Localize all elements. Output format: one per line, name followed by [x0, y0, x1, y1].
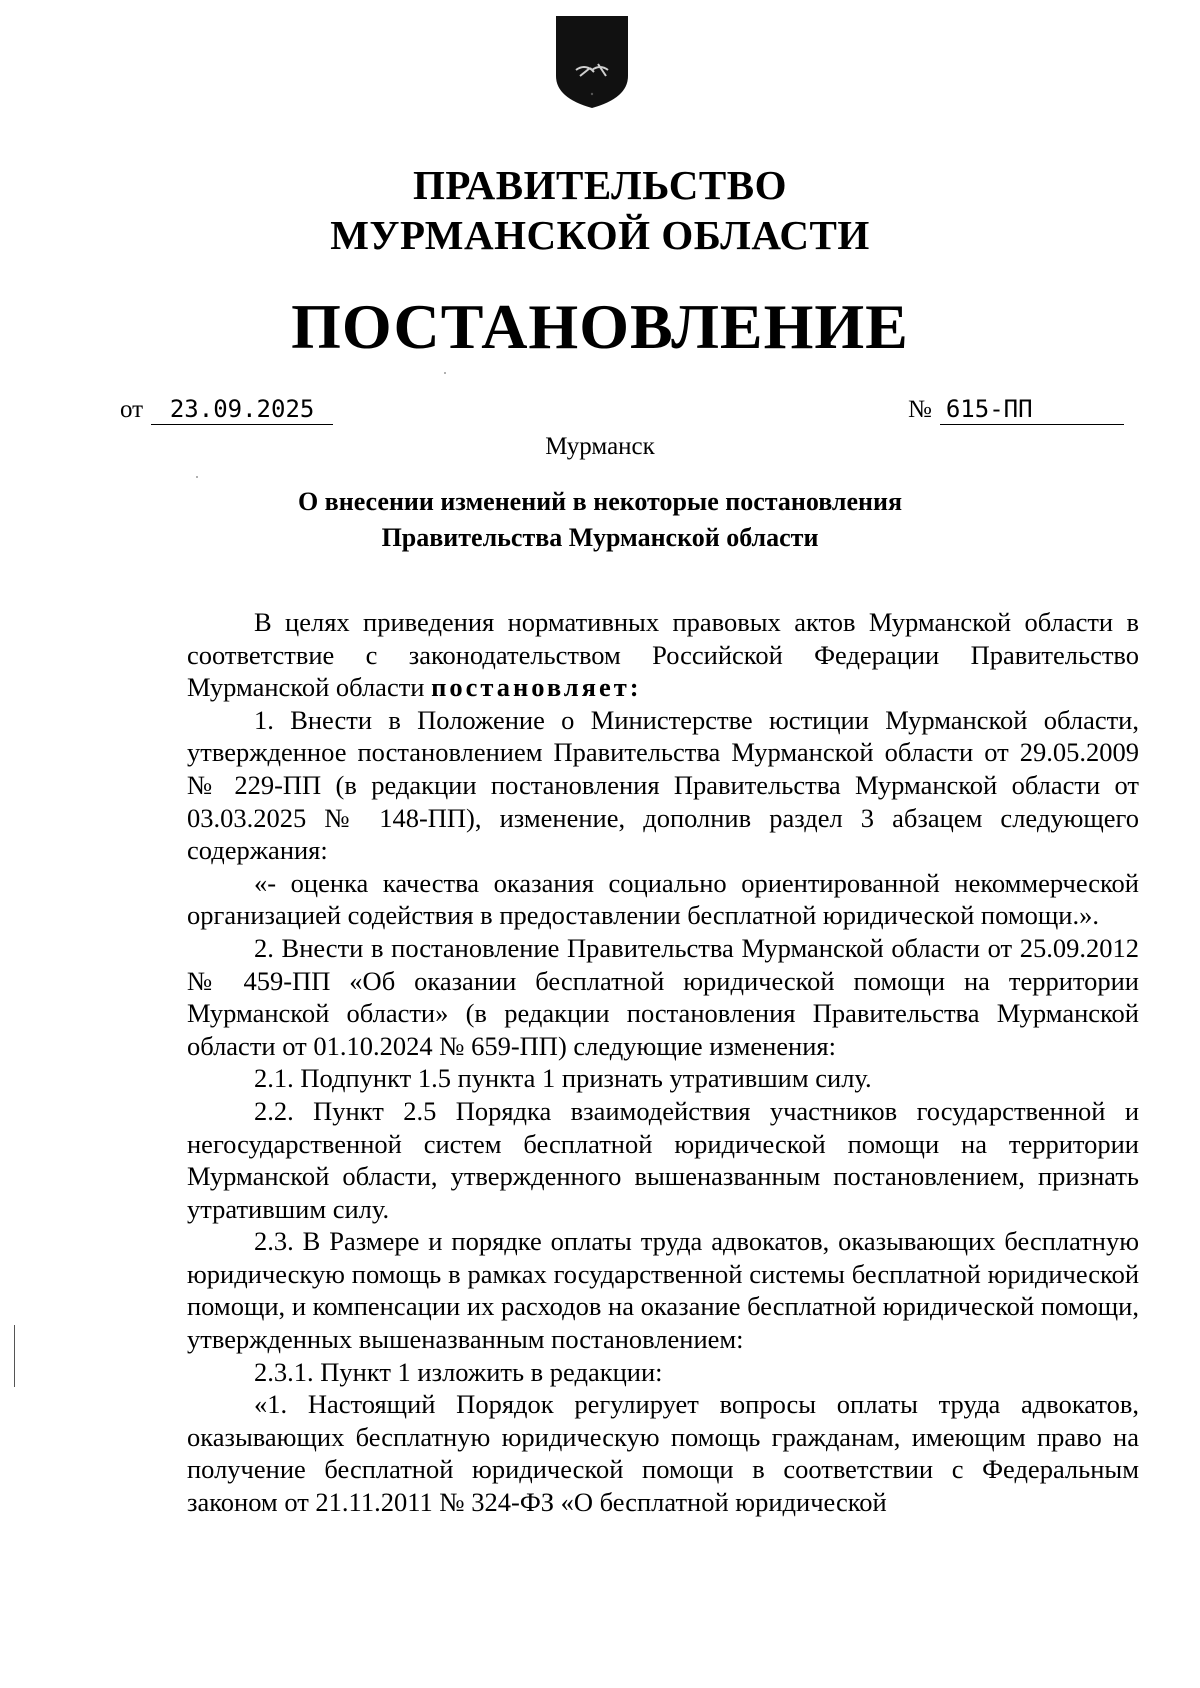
subject-line1: О внесении изменений в некоторые постановления — [297, 487, 903, 516]
paragraph-2-3-1-quote: «1. Настоящий Порядок регулирует вопросы оплаты труда адвокатов, оказывающих бесплатную юридическую помощь гражданам, имеющим право на получение бесплатной юридической помощи в соответствии с Федеральным законом от 21.11.2011 № 324-ФЗ «О бесплатной юридической — [187, 1389, 1139, 1518]
document-subject — [0, 484, 1200, 556]
date-line — [120, 394, 333, 425]
intro-text: В целях приведения нормативных правовых актов Мурманской области в соответствие с законодательством Российской Федерации Правительство Мурманской области — [187, 607, 1139, 703]
paragraph-2-3-1: 2.3.1. Пункт 1 изложить в редакции: — [254, 1356, 663, 1387]
city: Мурманск — [545, 433, 655, 460]
government-title-line1: ПРАВИТЕЛЬСТВО — [412, 162, 788, 208]
document-date: 23.09.2025 — [151, 394, 333, 425]
paragraph-intro — [187, 606, 1139, 704]
paragraph-2: 2. Внести в постановление Правительства Мурманской области от 25.09.2012 № 459-ПП «Об оказании бесплатной юридической помощи на территории Мурманской области» (в редакции постановления Правительства Мурманской области от 01.10.2024 № 659-ПП) следующие изменения: — [187, 932, 1139, 1061]
document-number: 615-ПП — [940, 394, 1124, 425]
paragraph-2-1: 2.1. Подпункт 1.5 пункта 1 признать утратившим силу. — [254, 1063, 872, 1094]
date-prefix: от — [120, 396, 144, 423]
scan-margin-mark — [14, 1325, 15, 1387]
government-title — [0, 160, 1200, 260]
number-prefix: № — [908, 396, 932, 423]
paragraph-1-quote: «- оценка качества оказания социально ориентированной некоммерческой организацией содействия в предоставлении бесплатной юридической помощи.». — [187, 867, 1139, 931]
intro-keyword: постановляет: — [431, 672, 642, 703]
scan-speck — [444, 372, 446, 374]
subject-line2: Правительства Мурманской области — [381, 523, 819, 552]
document-body — [187, 606, 1139, 1519]
government-title-line2: МУРМАНСКОЙ ОБЛАСТИ — [330, 212, 870, 258]
coat-of-arms-icon — [554, 14, 630, 110]
paragraph-2-3: 2.3. В Размере и порядке оплаты труда адвокатов, оказывающих бесплатную юридическую помощь в рамках государственной системы бесплатной юридической помощи, и компенсации их расходов на оказание бесплатной юридической помощи, утвержденных вышеназванным постановлением: — [187, 1226, 1139, 1355]
number-line — [908, 394, 1124, 425]
document-type: ПОСТАНОВЛЕНИЕ — [291, 291, 909, 362]
paragraph-1: 1. Внести в Положение о Министерстве юстиции Мурманской области, утвержденное постановлением Правительства Мурманской области от 29.05.2009 № 229-ПП (в редакции постановления Правительства Мурманской области от 03.03.2025 № 148-ПП), изменение, дополнив раздел 3 абзацем следующего содержания: — [187, 704, 1139, 866]
paragraph-2-2: 2.2. Пункт 2.5 Порядка взаимодействия участников государственной и негосударственной систем бесплатной юридической помощи на территории Мурманской области, утвержденного вышеназванным постановлением, признать утратившим силу. — [187, 1095, 1139, 1224]
scan-speck — [196, 476, 198, 478]
